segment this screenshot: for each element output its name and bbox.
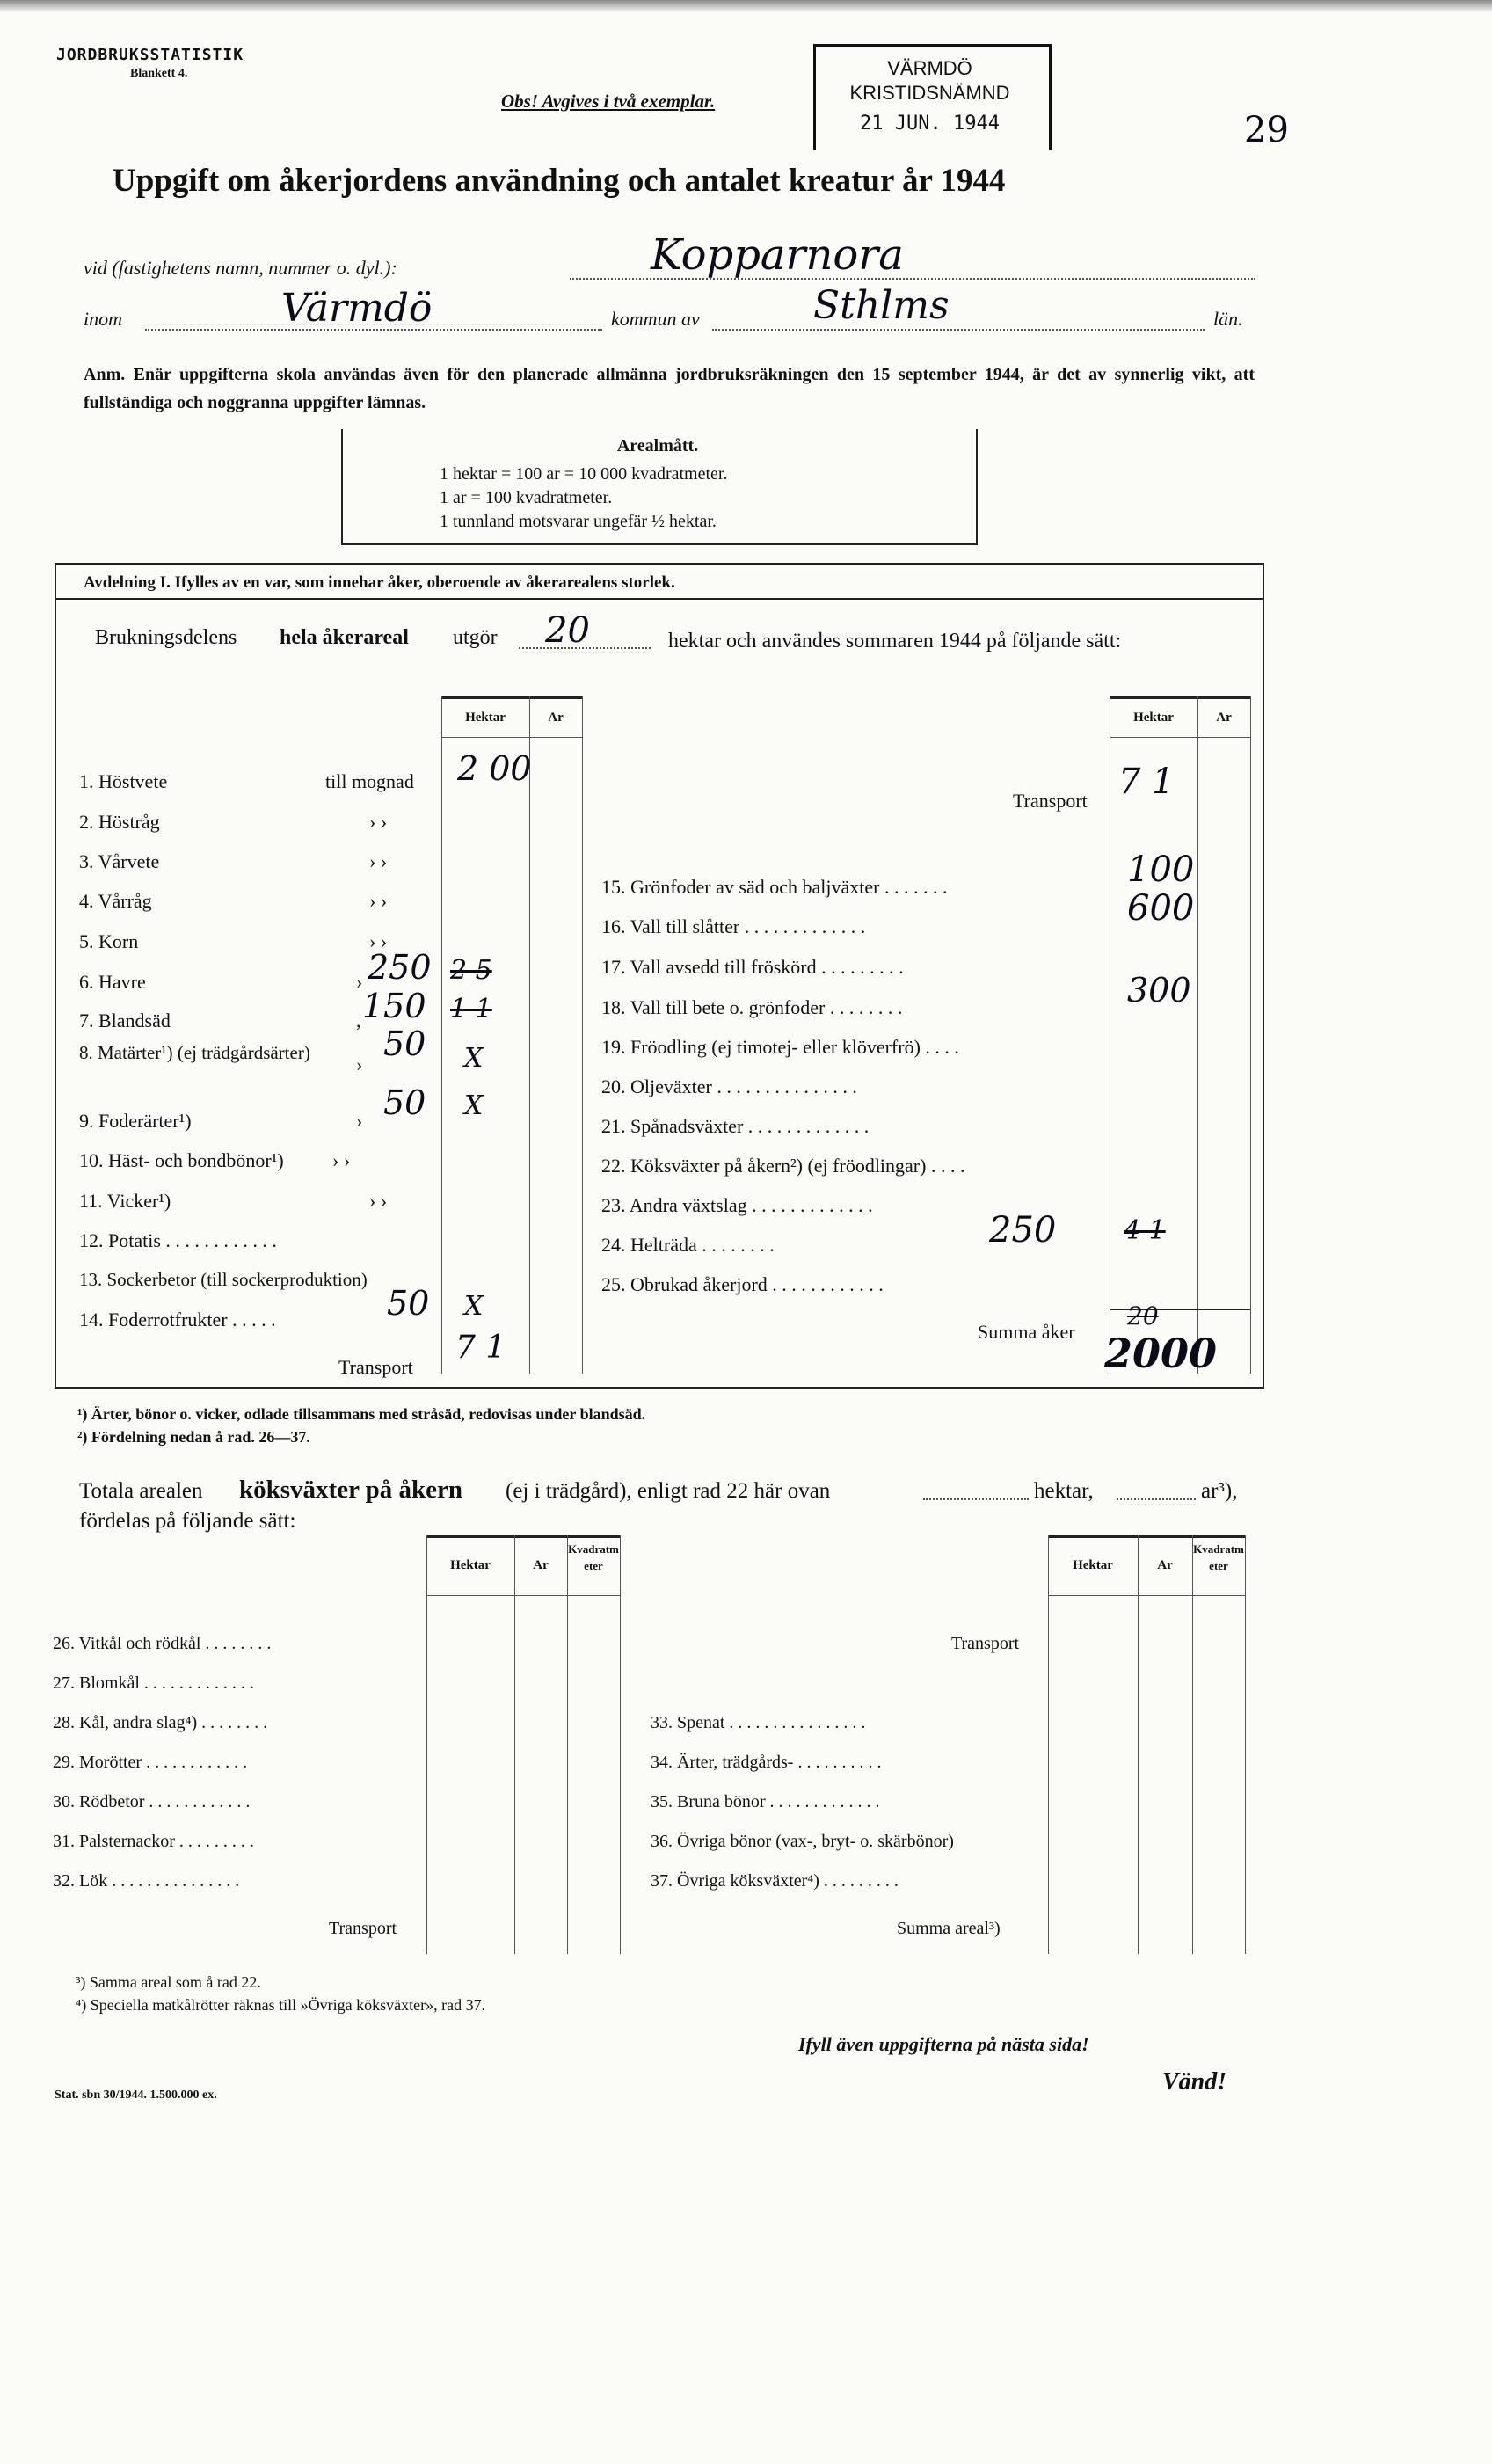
property-name-value[interactable]: Kopparnora [651,230,904,280]
s2-left-row: 30. Rödbetor . . . . . . . . . . . . [53,1792,251,1812]
rt-v3 [1250,696,1251,1374]
inom-label: inom [84,308,122,330]
s2-right-row: 35. Bruna bönor . . . . . . . . . . . . . [651,1792,880,1812]
left-row-suffix: till mognad [325,770,414,792]
s2-rt-col-ar: Ar [1157,1558,1173,1572]
s2-rt-v1 [1048,1535,1049,1954]
s2-intro-c: (ej i trädgård), enligt rad 22 här ovan [506,1479,831,1503]
s2-lt-header-bottom [426,1595,620,1596]
heltrada-note[interactable]: 250 [989,1210,1057,1250]
s2-rt-col-hektar: Hektar [1073,1558,1113,1572]
lan-line [712,329,1205,331]
lt-v1 [441,696,442,1374]
rt-top [1110,696,1250,699]
left-row-hektar-value[interactable]: 1 1 [450,994,492,1024]
left-row-label: 10. Häst- och bondbönor¹) [79,1149,284,1171]
left-row-suffix: › › [369,811,388,833]
lt-v2 [529,696,530,1374]
left-row-suffix: › [356,971,363,993]
s2-lt-v3 [567,1535,568,1954]
stamp-line-1: VÄRMDÖ [887,57,972,79]
property-name-label: vid (fastighetens namn, nummer o. dyl.): [84,257,397,279]
s2-rt-header-bottom [1048,1595,1245,1596]
left-row-suffix: › › [369,890,388,912]
s2-intro-b: köksväxter på åkern [239,1476,463,1504]
s2-lt-top [426,1535,620,1538]
lan-label: län. [1213,308,1243,330]
summa-value[interactable]: 2000 [1104,1330,1218,1377]
s2-left-row: 28. Kål, andra slag⁴) . . . . . . . . [53,1713,268,1732]
s2-left-row: 26. Vitkål och rödkål . . . . . . . . [53,1634,272,1653]
s2-left-row: 29. Morötter . . . . . . . . . . . . [53,1753,248,1772]
s2-intro-f: fördelas på följande sätt: [79,1509,296,1533]
s2-intro-d: hektar, [1034,1479,1094,1503]
s2-lt-v1 [426,1535,427,1954]
s2-left-transport: Transport [329,1919,397,1938]
left-row-suffix: › › [332,1149,351,1171]
lan-value[interactable]: Sthlms [813,283,950,328]
right-row-label: 18. Vall till bete o. grönfoder . . . . . . . . [601,996,903,1018]
summa-label: Summa åker [978,1321,1075,1343]
left-row-label: 13. Sockerbetor (till sockerproduktion) [79,1269,368,1290]
total-value[interactable]: 20 [545,610,590,651]
summa-struck[interactable]: 20 [1127,1301,1159,1330]
footnote: ²) Fördelning nedan å rad. 26—37. [77,1428,310,1446]
lt-v3 [582,696,583,1374]
right-row-label: 23. Andra växtslag . . . . . . . . . . . . . [601,1194,873,1216]
s2-rt-v3 [1192,1535,1193,1954]
s2-rt-top [1048,1535,1245,1538]
intro-c: utgör [453,626,498,649]
left-row-hektar-value[interactable]: X [464,1043,484,1074]
footnote: ¹) Ärter, bönor o. vicker, odlade tillsammans med stråsäd, redovisas under blandsäd. [77,1405,646,1423]
left-row-suffix: › › [369,1190,388,1212]
left-transport-value[interactable]: 7 1 [455,1330,506,1366]
s2-lt-v4 [620,1535,621,1954]
s2-left-row: 32. Lök . . . . . . . . . . . . . . . [53,1871,240,1891]
rt-v2 [1197,696,1198,1374]
inom-value[interactable]: Värmdö [281,286,433,331]
s2-rt-v2 [1138,1535,1139,1954]
left-row-note[interactable]: 150 [362,987,426,1025]
intro-b: hela åkerareal [280,626,409,649]
left-row-hektar-value[interactable]: 2 00 [457,749,532,788]
s2-right-row: 37. Övriga köksväxter⁴) . . . . . . . . . [651,1871,899,1891]
left-row-suffix: › [356,1110,363,1132]
left-row-label: 7. Blandsäd [79,1010,171,1032]
right-row-hektar-value[interactable]: 600 [1127,888,1195,929]
left-row-note[interactable]: 250 [368,948,432,987]
right-row-hektar-value[interactable]: 100 [1127,849,1195,890]
section1-heading: Avdelning I. Ifylles av en var, som innehar åker, oberoende av åkerarealens storlek. [84,573,675,592]
right-row-label: 19. Fröodling (ej timotej- eller klöverfrö) . . . . [601,1036,959,1058]
s2-lt-col-ar: Ar [533,1558,549,1572]
footnote: ⁴) Speciella matkålrötter räknas till »Övriga köksväxter», rad 37. [76,1996,486,2014]
left-row-note[interactable]: 50 [383,1024,426,1063]
left-row-note[interactable]: 50 [383,1083,426,1122]
kommun-label: kommun av [611,308,700,330]
right-transport-label: Transport [1013,790,1088,812]
s2-right-transport: Transport [951,1634,1020,1653]
right-row-label: 25. Obrukad åkerjord . . . . . . . . . . . . [601,1273,884,1295]
lt-header-bottom [441,737,582,738]
s2-hektar-line [923,1498,1029,1500]
left-transport-label: Transport [338,1356,413,1378]
left-row-note[interactable]: 50 [387,1284,430,1323]
s2-intro-a: Totala arealen [79,1479,203,1503]
s2-intro-e: ar³), [1201,1479,1238,1503]
left-row-suffix: , [356,1010,361,1032]
left-row-suffix: › › [369,930,388,952]
rt-col-hektar: Hektar [1133,711,1174,725]
lt-col-hektar: Hektar [465,711,506,725]
right-row-label: 21. Spånadsväxter . . . . . . . . . . . . . [601,1115,870,1137]
stamp-line-3: 21 JUN. 1944 [860,113,1000,135]
left-row-label: 2. Höstråg [79,811,160,833]
left-row-label: 3. Vårvete [79,850,160,872]
right-row-label: 15. Grönfoder av säd och baljväxter . . . . . . . [601,876,948,898]
left-row-label: 14. Foderrotfrukter . . . . . [79,1309,276,1330]
areal-line-2: 1 ar = 100 kvadratmeter. [440,488,613,507]
print-info: Stat. sbn 30/1944. 1.500.000 ex. [55,2089,217,2102]
left-row-suffix: › [356,1053,363,1075]
left-row-label: 1. Höstvete [79,770,168,792]
areal-title: Arealmått. [616,436,699,456]
left-row-label: 12. Potatis . . . . . . . . . . . . [79,1229,277,1251]
left-row-suffix: › › [369,850,388,872]
obs-note: Obs! Avgives i två exemplar. [501,91,716,112]
left-row-label: 9. Foderärter¹) [79,1110,192,1132]
s2-left-row: 31. Palsternackor . . . . . . . . . [53,1832,254,1851]
s2-rt-col-kvm: Kvadratmeter [1193,1542,1244,1572]
lt-col-ar: Ar [548,711,564,725]
vand-note: Vänd! [1162,2068,1227,2096]
section1-heading-rule [55,598,1263,600]
right-transport-value[interactable]: 7 1 [1118,762,1175,802]
org-label: JORDBRUKSSTATISTIK [56,46,244,64]
s2-lt-col-hektar: Hektar [450,1558,491,1572]
right-row-label: 20. Oljeväxter . . . . . . . . . . . . . . . [601,1075,857,1097]
intro-a: Brukningsdelens [95,626,237,649]
stamp-line-2: KRISTIDSNÄMND [849,82,1010,104]
left-row-label: 5. Korn [79,930,139,952]
s2-right-row: 36. Övriga bönor (vax-, bryt- o. skärbönor) [651,1832,954,1851]
anm-note: Anm. Enär uppgifterna skola användas även för den planerade allmänna jordbruksräkningen den 15 september 1944, är det av synnerlig vikt, att fullständiga och noggranna uppgifter lämnas. [84,365,1255,412]
scan-edge-artifact [0,0,1492,12]
left-row-hektar-value[interactable]: 2 5 [450,955,492,986]
right-row-label: 16. Vall till slåtter . . . . . . . . . . . . . [601,915,866,937]
rt-header-bottom [1110,737,1250,738]
left-row-label: 8. Matärter¹) (ej trädgårdsärter) [79,1042,310,1063]
lt-top [441,696,582,699]
s2-lt-v2 [514,1535,515,1954]
right-row-label: 17. Vall avsedd till fröskörd . . . . . . . . . [601,956,904,978]
right-row-label: 22. Köksväxter på åkern²) (ej fröodlingar) . . . . [601,1155,965,1177]
areal-line-1: 1 hektar = 100 ar = 10 000 kvadratmeter. [440,464,728,484]
left-row-hektar-value[interactable]: X [464,1090,484,1121]
rt-col-ar: Ar [1216,711,1232,725]
left-row-label: 6. Havre [79,971,146,993]
right-row-hektar-value[interactable]: 4 1 [1124,1215,1166,1246]
left-row-label: 4. Vårråg [79,890,152,912]
blankett-label: Blankett 4. [130,67,188,80]
s2-right-row: 34. Ärter, trädgårds- . . . . . . . . . . [651,1753,882,1772]
s2-ar-line [1117,1498,1196,1500]
s2-left-row: 27. Blomkål . . . . . . . . . . . . . [53,1673,254,1693]
areal-line-3: 1 tunnland motsvarar ungefär ½ hektar. [440,512,717,531]
right-row-hektar-value[interactable]: 300 [1127,971,1191,1010]
left-row-hektar-value[interactable]: X [464,1291,484,1322]
s2-right-row: 33. Spenat . . . . . . . . . . . . . . . . [651,1713,866,1732]
footnote: ³) Samma areal som å rad 22. [76,1973,261,1991]
s2-rt-v4 [1245,1535,1246,1954]
ifyll-note: Ifyll även uppgifterna på nästa sida! [798,2033,1089,2055]
page-title: Uppgift om åkerjordens användning och antalet kreatur år 1944 [113,163,1006,199]
s2-summa-areal: Summa areal³) [897,1919,1001,1938]
intro-d: hektar och användes sommaren 1944 på följande sätt: [668,630,1122,652]
s2-lt-col-kvm: Kvadratmeter [568,1542,619,1572]
page-number: 29 [1244,110,1289,150]
left-row-label: 11. Vicker¹) [79,1190,171,1212]
right-row-label: 24. Helträda . . . . . . . . [601,1234,775,1256]
